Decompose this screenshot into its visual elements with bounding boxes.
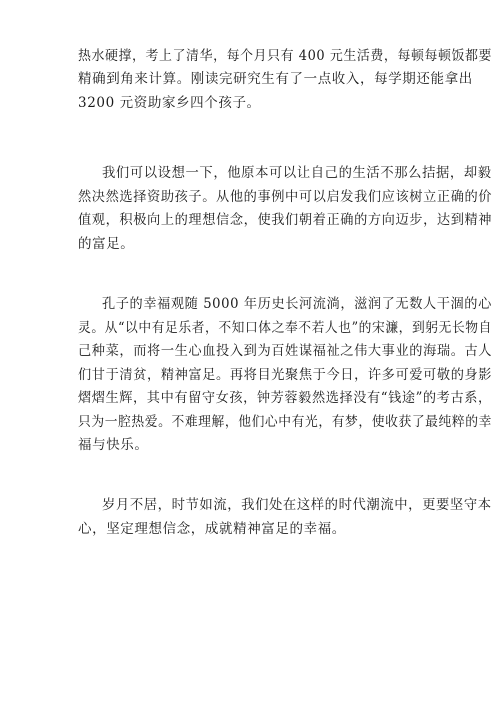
text-line: 只为一腔热爱。不难理解，他们心中有光，有梦，使收获了最纯粹的幸 (78, 414, 492, 430)
text-line: 福与快乐。 (78, 437, 149, 453)
text-line: 然决然选择资助孩子。从他的事例中可以启发我们应该树立正确的价 (78, 189, 493, 205)
text-line: 灵。从“以中有足乐者，不知口体之奉不若人也”的宋濂，到躬无长物自 (78, 320, 492, 336)
text-line: 3200 元资助家乡四个孩子。 (78, 95, 261, 111)
text-line: 热水硬撑，考上了清华，每个月只有 400 元生活费，每顿每顿饭都要 (78, 48, 493, 64)
text-line: 孔子的幸福观随 5000 年历史长河流淌，滋润了无数人干涸的心 (102, 296, 492, 312)
text-line: 的富足。 (78, 236, 135, 252)
text-line: 们甘于清贫，精神富足。再将目光聚焦于今日，许多可爱可敬的身影 (78, 367, 493, 383)
text-line: 值观，积极向上的理想信念，使我们朝着正确的方向迈步，达到精神 (78, 212, 493, 228)
text-line: 心，坚定理想信念，成就精神富足的幸福。 (78, 521, 346, 537)
text-line: 精确到角来计算。刚读完研究生有了一点收入，每学期还能拿出 (78, 71, 473, 87)
text-line: 熠熠生辉，其中有留守女孩，钟芳蓉毅然选择没有“钱途”的考古系， (78, 390, 492, 406)
text-line: 己种菜，而将一生心血投入到为百姓谋福祉之伟大事业的海瑞。古人 (78, 343, 493, 359)
text-line: 岁月不居，时节如流，我们处在这样的时代潮流中，更要坚守本 (102, 497, 492, 513)
text-line: 我们可以设想一下，他原本可以让自己的生活不那么拮据，却毅 (102, 165, 492, 181)
